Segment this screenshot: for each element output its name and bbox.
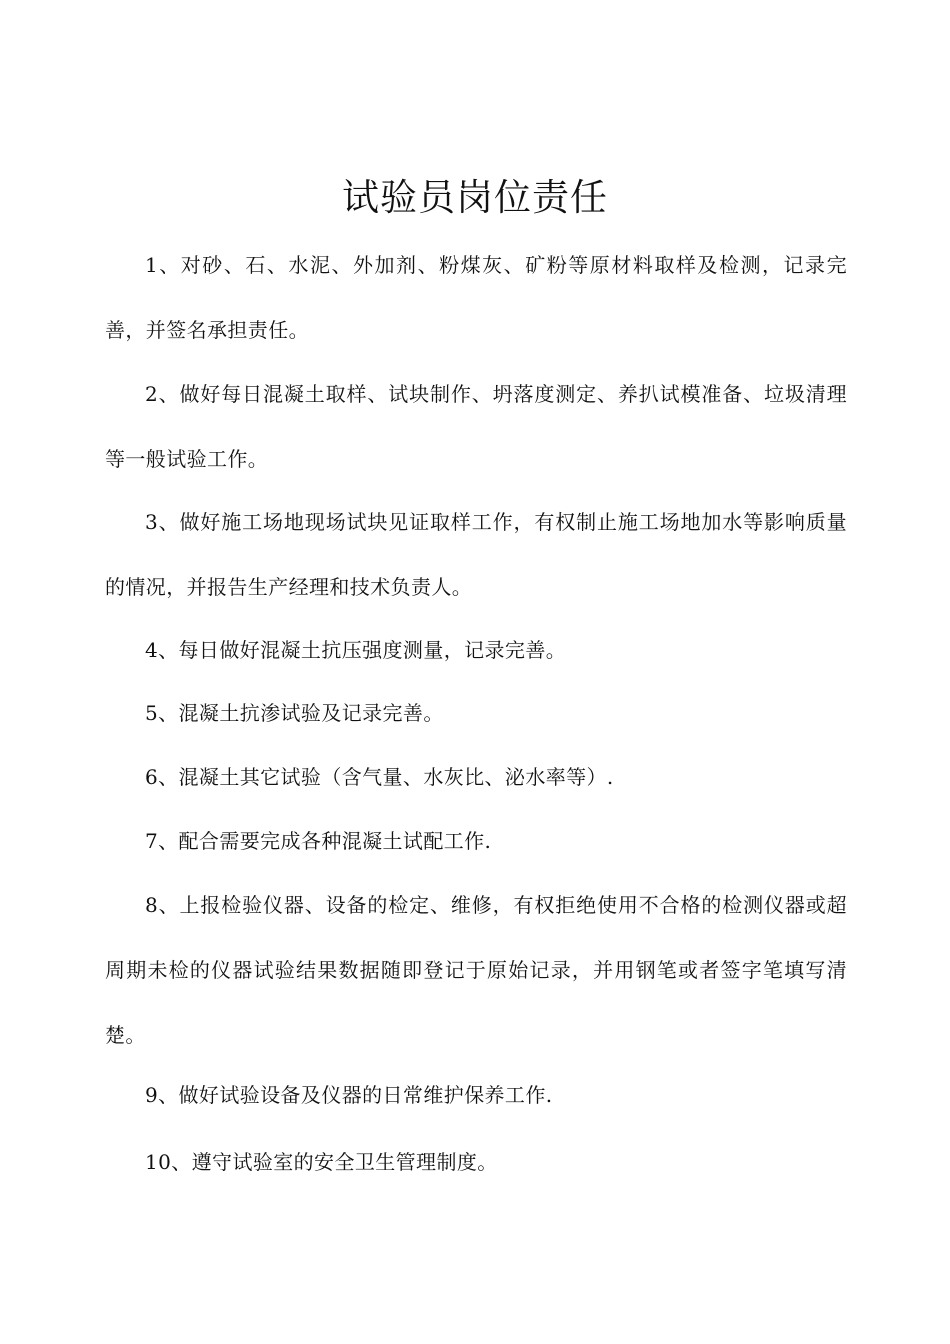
responsibility-item-8: 8、上报检验仪器、设备的检定、维修，有权拒绝使用不合格的检测仪器或超周期未检的仪器试验结果数据随即登记于原始记录，并用钢笔或者签字笔填写清楚。 <box>105 893 847 1047</box>
responsibility-item-3: 3、做好施工场地现场试块见证取样工作，有权制止施工场地加水等影响质量的情况，并报告生产经理和技术负责人。 <box>105 510 847 599</box>
responsibility-item-5: 5、混凝土抗渗试验及记录完善。 <box>145 701 444 725</box>
responsibility-item-6: 6、混凝土其它试验（含气量、水灰比、泌水率等）. <box>145 765 614 789</box>
document-title: 试验员岗位责任 <box>342 176 608 219</box>
responsibility-item-1: 1、对砂、石、水泥、外加剂、粉煤灰、矿粉等原材料取样及检测，记录完善，并签名承担责任。 <box>105 253 847 342</box>
responsibility-item-10: 10、遵守试验室的安全卫生管理制度。 <box>145 1150 498 1174</box>
responsibility-item-2: 2、做好每日混凝土取样、试块制作、坍落度测定、养扒试模准备、垃圾清理等一般试验工作。 <box>105 382 847 471</box>
responsibility-item-4: 4、每日做好混凝土抗压强度测量，记录完善。 <box>145 638 567 662</box>
responsibility-item-9: 9、做好试验设备及仪器的日常维护保养工作. <box>145 1083 553 1107</box>
responsibility-item-7: 7、配合需要完成各种混凝土试配工作. <box>145 829 492 853</box>
